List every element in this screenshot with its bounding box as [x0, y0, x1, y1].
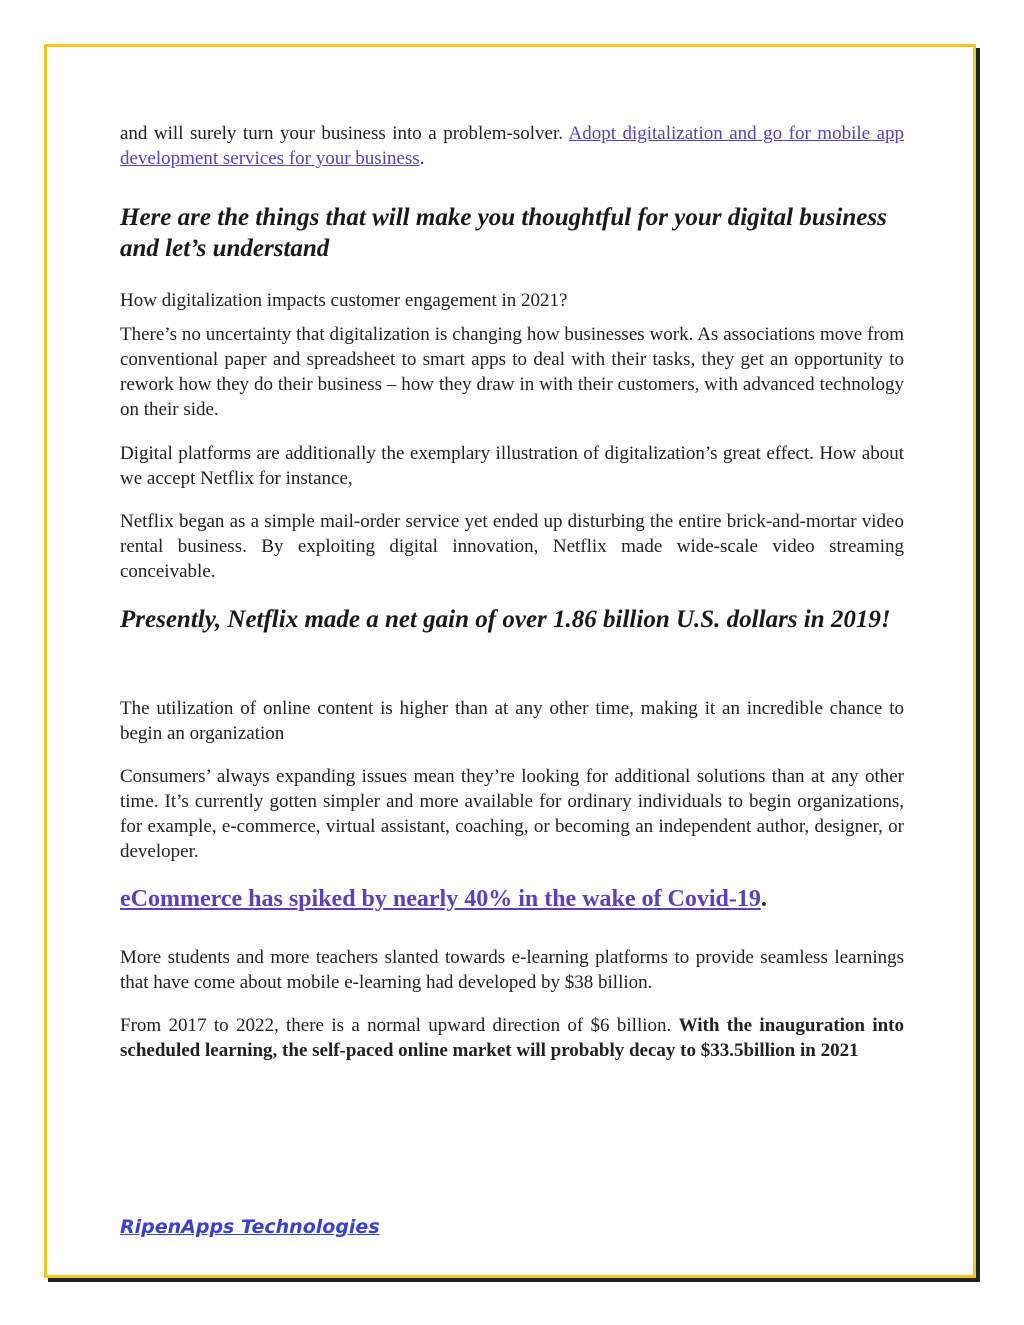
paragraph-online-content: The utilization of online content is higher than at any other time, making it an incredible chance to begin an organization [120, 698, 904, 744]
paragraph-elearning: More students and more teachers slanted towards e-learning platforms to provide seamless learnings that have come about mobile e-learning had developed by $38 billion. [120, 947, 904, 993]
market-text: From 2017 to 2022, there is a normal upward direction of $6 billion. [120, 1015, 679, 1036]
paragraph-digitalization: There’s no uncertainty that digitalization is changing how businesses work. As associations move from conventional paper and spreadsheet to smart apps to deal with their tasks, they get an opportunity to rework how they do their business – how they draw in with their customers, with advanced technology on their side. [120, 324, 904, 420]
ecommerce-end: . [760, 886, 767, 912]
paragraph-digital-platforms: Digital platforms are additionally the exemplary illustration of digitalization’s great effect. How about we accept Netflix for instance, [120, 443, 904, 489]
paragraph-market [120, 1013, 904, 1063]
heading-thoughtful: Here are the things that will make you thoughtful for your digital business and let’s understand [120, 204, 887, 262]
mobile-app-services-link[interactable]: Adopt digitalization and go for mobile app development services for your business [120, 123, 904, 169]
ecommerce-heading [120, 884, 904, 914]
intro-paragraph [120, 121, 904, 171]
paragraph-consumers: Consumers’ always expanding issues mean they’re looking for additional solutions than at any other time. It’s currently gotten simpler and more available for ordinary individuals to begin organizations, for example, e-commerce, virtual assistant, coaching, or becoming an independent author, designer, or developer. [120, 766, 904, 862]
intro-text: and will surely turn your business into a problem-solver. [120, 123, 569, 144]
ecommerce-link[interactable]: eCommerce has spiked by nearly 40% in the wake of Covid-19 [120, 886, 761, 912]
market-bold-text: With the inauguration into scheduled learning, the self-paced online market will probably decay to $33.5billion in 2021 [120, 1015, 904, 1061]
paragraph-netflix: Netflix began as a simple mail-order service yet ended up disturbing the entire brick-and-mortar video rental business. By exploiting digital innovation, Netflix made wide-scale video streaming conceivable. [120, 511, 904, 582]
intro-end: . [419, 148, 425, 169]
heading-netflix-gain: Presently, Netflix made a net gain of over 1.86 billion U.S. dollars in 2019! [120, 606, 891, 633]
footer-company-name: RipenApps Technologies [120, 1216, 380, 1238]
question-text: How digitalization impacts customer engagement in 2021? [120, 290, 568, 311]
